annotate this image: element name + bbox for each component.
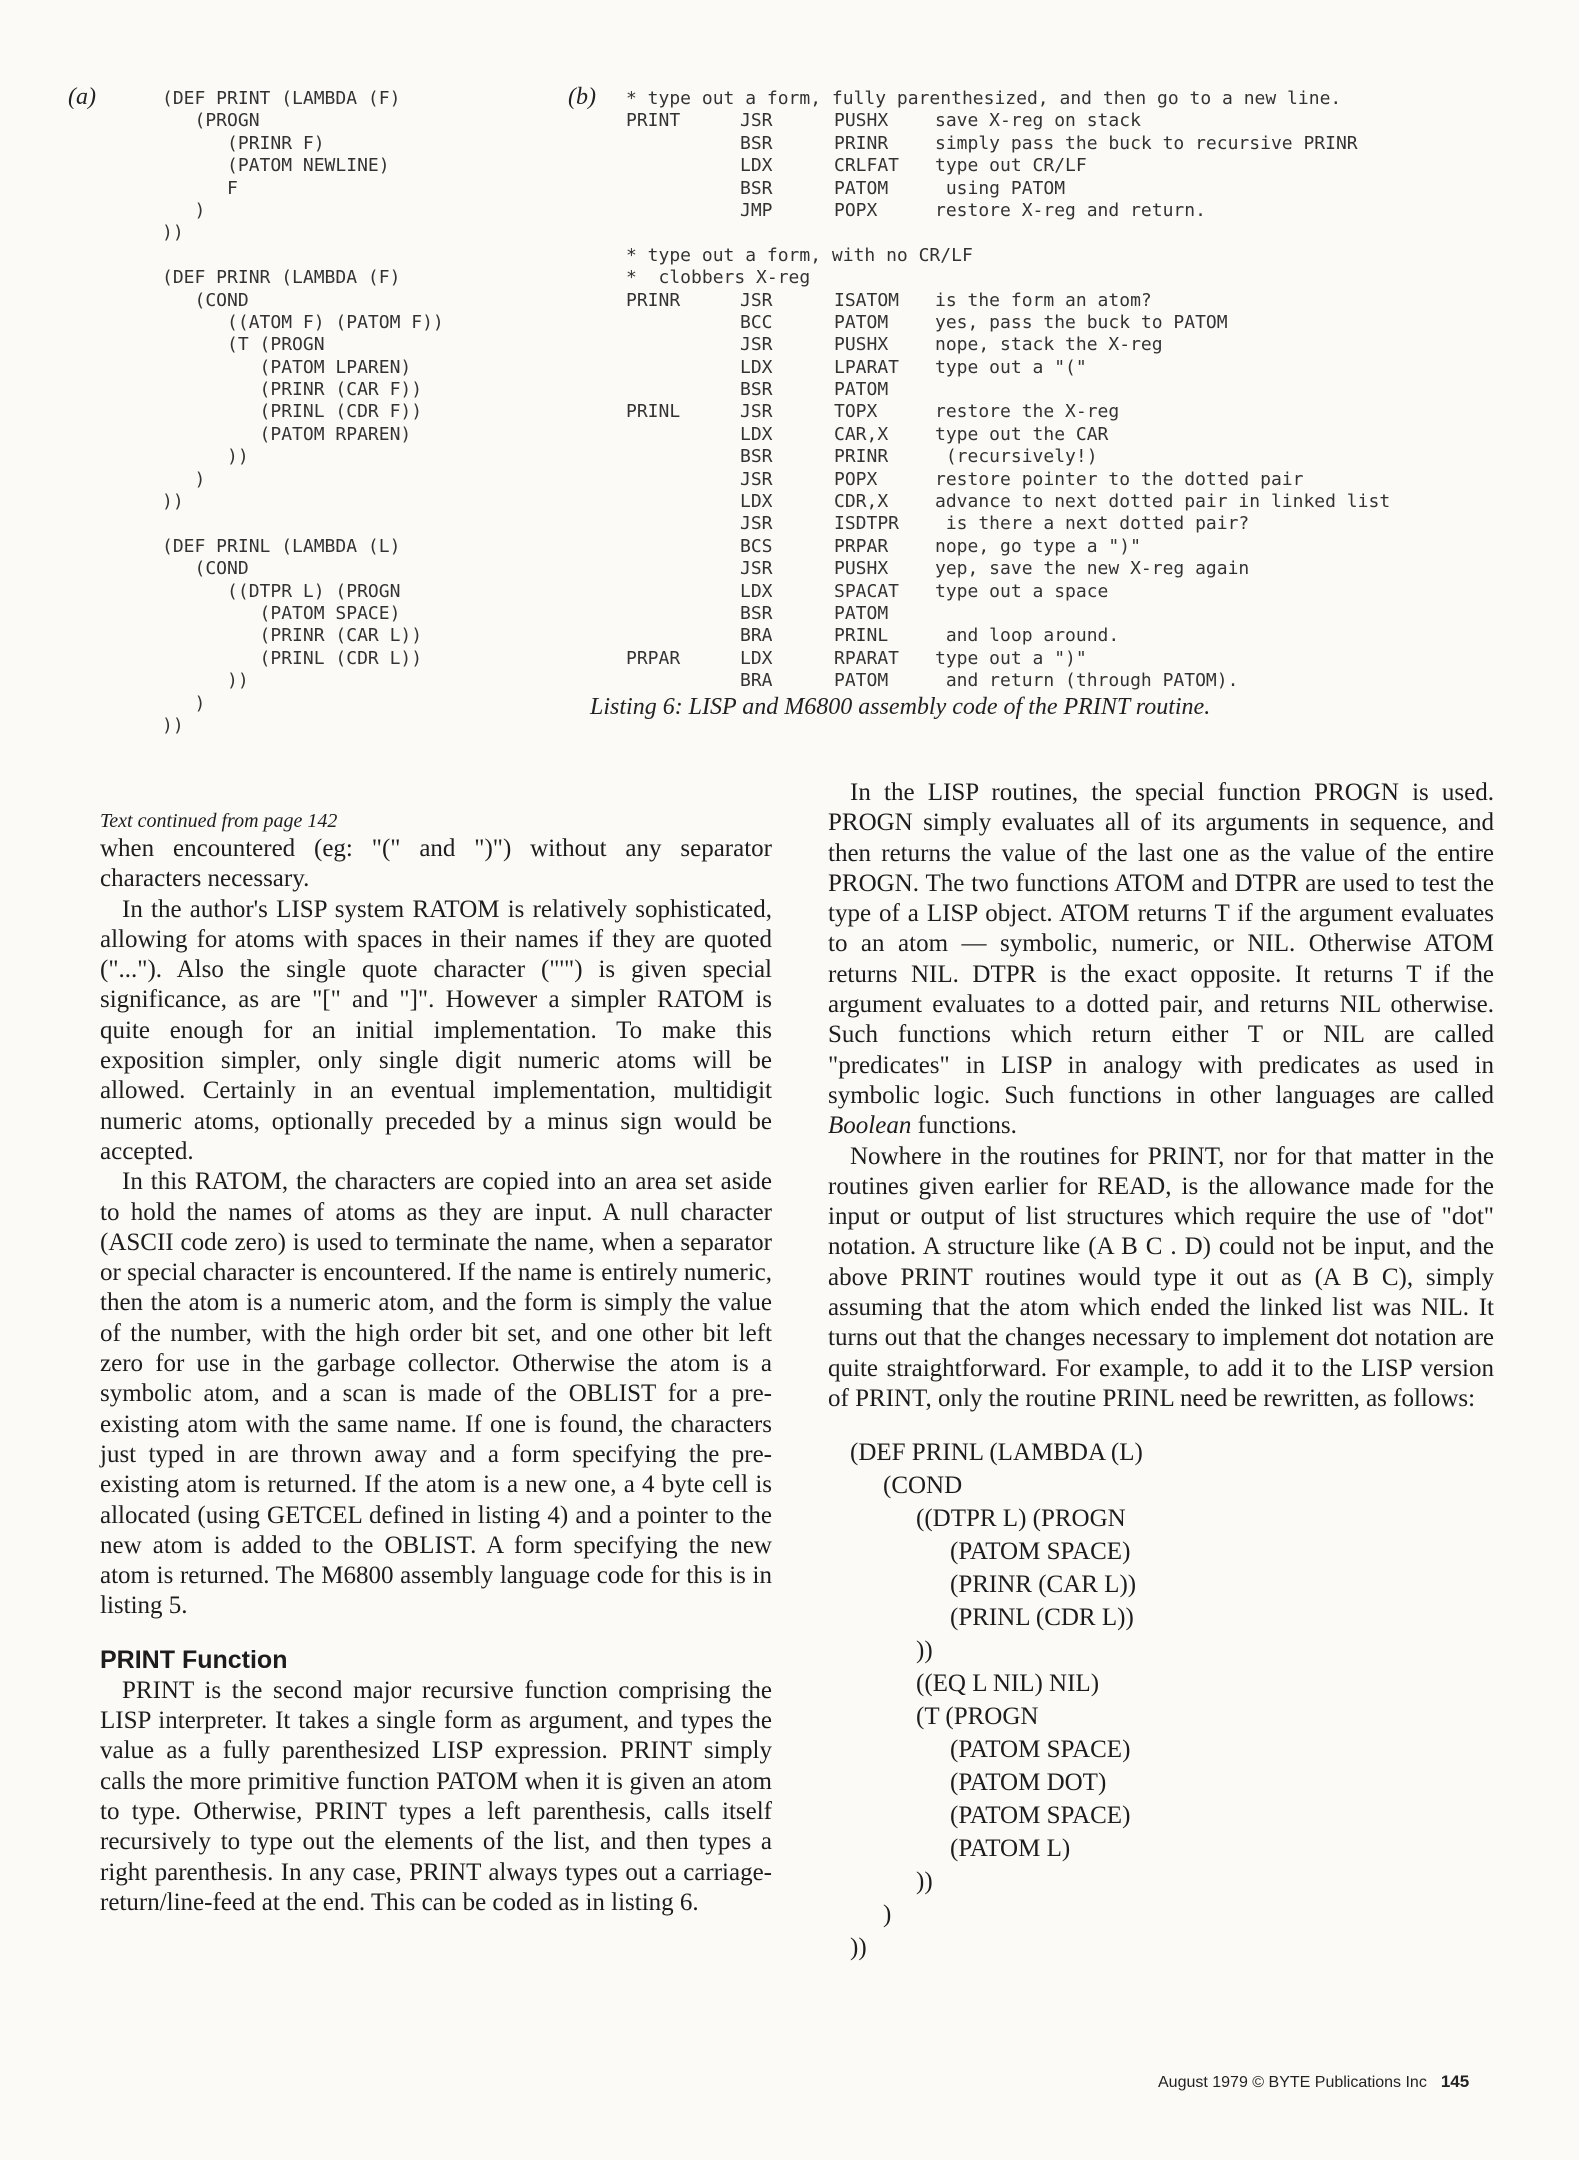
left-text-column <box>100 808 772 1918</box>
prinl-code-block <box>850 1436 1494 1964</box>
asm-opcode: BRA <box>740 670 773 692</box>
asm-operand: RPARAT <box>834 647 900 669</box>
lisp-listing <box>162 88 444 737</box>
asm-operand: ISDTPR <box>834 513 900 535</box>
code-line: )) <box>916 1637 933 1665</box>
asm-opcode: JSR <box>740 558 773 580</box>
paragraph-text: In the LISP routines, the special function PROGN is used. PROGN simply evaluates all of its arguments in sequence, and then returns the value of the last one as the value of the entire PROGN. The two functions ATOM and DTPR are used to test the type of a LISP object. ATOM returns T if the argument evaluates to an atom — symbolic, numeric, or NIL. Otherwise ATOM returns NIL. DTPR is the exact opposite. It returns T if the argument evaluates to a dotted pair, and returns NIL otherwise. Such functions which return either T or NIL are called "predicates" in LISP in analogy with predicates as used in symbolic logic. Such functions in other languages are called <box>828 779 1494 1109</box>
code-line: )) <box>850 1934 867 1962</box>
code-line: (PATOM DOT) <box>950 1769 1107 1797</box>
asm-comment: type out a "(" <box>935 356 1087 378</box>
code-line: (PATOM L) <box>950 1835 1071 1863</box>
code-line <box>162 245 444 267</box>
asm-operand: PRINL <box>834 625 889 647</box>
asm-operand: PATOM <box>834 602 889 624</box>
asm-comment: yes, pass the buck to PATOM <box>935 311 1228 333</box>
code-line: (DEF PRINL (LAMBDA (L) <box>850 1439 1143 1467</box>
asm-operand: PRINR <box>834 446 889 468</box>
asm-operand: POPX <box>834 468 878 490</box>
code-line: ) <box>162 199 206 221</box>
asm-comment: restore pointer to the dotted pair <box>935 468 1304 490</box>
asm-operand: PRINR <box>834 132 889 154</box>
code-line: (PRINR (CAR F)) <box>162 379 423 401</box>
asm-operand: TOPX <box>834 401 878 423</box>
code-line: (COND <box>883 1472 963 1500</box>
listing-label-a: (a) <box>68 84 96 110</box>
asm-opcode: JSR <box>740 468 773 490</box>
asm-comment: type out a space <box>935 580 1109 602</box>
code-line: (PRINR (CAR L)) <box>162 625 423 647</box>
asm-opcode: JMP <box>740 199 773 221</box>
asm-operand: PATOM <box>834 379 889 401</box>
code-line: (PATOM SPACE) <box>950 1538 1131 1566</box>
code-line: (COND <box>162 289 249 311</box>
footer-text: August 1979 © BYTE Publications Inc <box>1158 2074 1427 2091</box>
section-heading: PRINT Function <box>100 1645 288 1674</box>
code-line: (PATOM LPAREN) <box>162 356 412 378</box>
asm-opcode: JSR <box>740 334 773 356</box>
asm-operand: PRPAR <box>834 535 889 557</box>
asm-comment: advance to next dotted pair in linked list <box>935 491 1391 513</box>
page-footer <box>1158 2072 1469 2092</box>
asm-opcode: JSR <box>740 289 773 311</box>
paragraph: Nowhere in the routines for PRINT, nor for that matter in the routines given earlier for READ, is the allowance made for the input or output of list structures which require the use of "dot" notation. A structure like (A B C . D) could not be input, and the above PRINT routines would type it out as (A B C), simply assuming that the atom which ended the linked list was NIL. It turns out that the changes necessary to implement dot notation are quite straightforward. For example, to add it to the LISP version of PRINT, only the routine PRINL need be rewritten, as follows: <box>828 1142 1494 1412</box>
asm-operand: CRLFAT <box>834 155 900 177</box>
asm-operand: LPARAT <box>834 356 900 378</box>
code-line: (PATOM SPACE) <box>950 1736 1131 1764</box>
asm-opcode: LDX <box>740 647 773 669</box>
code-line: )) <box>916 1868 933 1896</box>
asm-operand: POPX <box>834 199 878 221</box>
asm-opcode: LDX <box>740 580 773 602</box>
asm-comment: type out CR/LF <box>935 155 1087 177</box>
asm-operand: PUSHX <box>834 334 889 356</box>
code-line: ((EQ L NIL) NIL) <box>916 1670 1100 1698</box>
asm-comment-line: * type out a form, with no CR/LF <box>626 244 973 266</box>
code-line: (PRINR (CAR L)) <box>950 1571 1137 1599</box>
asm-comment: is the form an atom? <box>935 289 1152 311</box>
paragraph <box>828 778 1494 1142</box>
asm-operand: PATOM <box>834 177 889 199</box>
code-line: ) <box>162 692 206 714</box>
listing-label-b: (b) <box>568 84 596 110</box>
asm-label: PRPAR <box>626 647 681 669</box>
code-line: (PATOM SPACE) <box>162 602 401 624</box>
page-number: 145 <box>1440 2072 1470 2091</box>
asm-operand: PUSHX <box>834 558 889 580</box>
asm-comment-line: * type out a form, fully parenthesized, and then go to a new line. <box>626 88 1342 109</box>
code-line: )) <box>162 714 184 736</box>
code-line: ((DTPR L) (PROGN <box>162 580 401 602</box>
code-line: ((ATOM F) (PATOM F)) <box>162 311 444 333</box>
paragraph: In this RATOM, the characters are copied into an area set aside to hold the names of atoms as they are input. A null character (ASCII code zero) is used to terminate the name, when a separator or special character is encountered. If the name is entirely numeric, then the atom is a numeric atom, and the form is simply the value of the number, with the high order bit set, and one other bit left zero for use in the garbage collector. Otherwise the atom is a symbolic atom, and a scan is made of the OBLIST for a pre-existing atom with the same name. If one is found, the characters just typed in are thrown away and a form specifying the pre-existing atom is returned. If the atom is a new one, a 4 byte cell is allocated (using GETCEL defined in listing 4) and a pointer to the new atom is added to the OBLIST. A form specifying the new atom is returned. The M6800 assembly language code for this is in listing 5. <box>100 1168 772 1620</box>
right-text-column <box>828 778 1494 1964</box>
asm-opcode: JSR <box>740 513 773 535</box>
code-line: (DEF PRINT (LAMBDA (F) <box>162 88 401 109</box>
asm-label: PRINT <box>626 110 681 132</box>
asm-opcode: BCS <box>740 535 773 557</box>
paragraph: PRINT is the second major recursive function comprising the LISP interpreter. It takes a single form as argument, and types the value as a fully parenthesized LISP expression. PRINT simply calls the more primitive function PATOM when it is given an atom to type. Otherwise, PRINT types a left parenthesis, calls itself recursively to type out the elements of the list, and then types a right parenthesis. In any case, PRINT always types out a carriage-return/line-feed at the end. This can be coded as in listing 6. <box>100 1676 772 1916</box>
code-line: (PRINL (CDR F)) <box>162 401 423 423</box>
asm-opcode: BCC <box>740 311 773 333</box>
code-line: (PATOM RPAREN) <box>162 423 412 445</box>
asm-operand: SPACAT <box>834 580 900 602</box>
asm-comment: nope, stack the X-reg <box>935 334 1163 356</box>
asm-label: PRINL <box>626 401 681 423</box>
asm-opcode: BSR <box>740 379 773 401</box>
code-line: (DEF PRINL (LAMBDA (L) <box>162 535 401 557</box>
code-line: (PRINL (CDR L)) <box>162 647 423 669</box>
code-line: (PRINL (CDR L)) <box>950 1604 1134 1632</box>
paragraph: In the author's LISP system RATOM is relatively sophisticated, allowing for atoms with spaces in their names if they are quoted ("..."). Also the single quote character ("'") is given special significance, as are "[" and "]". However a simpler RATOM is quite enough for an initial implementation. To make this exposition simpler, only single digit numeric atoms will be allowed. Certainly in an eventual implementation, multidigit numeric atoms, optionally preceded by a minus sign would be accepted. <box>100 895 772 1165</box>
asm-comment: restore X-reg and return. <box>935 199 1206 221</box>
continued-note: Text continued from page 142 <box>100 810 338 832</box>
asm-comment: using PATOM <box>935 177 1066 199</box>
code-line: (PROGN <box>162 110 260 132</box>
asm-comment: restore the X-reg <box>935 401 1120 423</box>
asm-opcode: LDX <box>740 423 773 445</box>
asm-opcode: BRA <box>740 625 773 647</box>
code-line: )) <box>162 222 184 244</box>
asm-opcode: JSR <box>740 110 773 132</box>
paragraph: when encountered (eg: "(" and ")") without any separator characters necessary. <box>100 835 772 893</box>
code-line: ) <box>883 1901 892 1929</box>
asm-opcode: LDX <box>740 356 773 378</box>
code-line: ) <box>162 468 206 490</box>
asm-operand: CAR,X <box>834 423 889 445</box>
emphasis: Boolean <box>828 1112 912 1140</box>
asm-comment: and return (through PATOM). <box>935 670 1239 692</box>
asm-comment: type out a ")" <box>935 647 1087 669</box>
code-line <box>162 513 444 535</box>
code-line: )) <box>162 446 249 468</box>
code-line: (PATOM SPACE) <box>950 1802 1131 1830</box>
code-line: (PRINR F) <box>162 132 325 154</box>
asm-comment: nope, go type a ")" <box>935 535 1141 557</box>
asm-comment-line: * clobbers X-reg <box>626 267 811 289</box>
asm-opcode: BSR <box>740 132 773 154</box>
asm-opcode: BSR <box>740 602 773 624</box>
code-line: (DEF PRINR (LAMBDA (F) <box>162 267 401 289</box>
asm-comment: yep, save the new X-reg again <box>935 558 1250 580</box>
asm-opcode: JSR <box>740 401 773 423</box>
asm-comment: simply pass the buck to recursive PRINR <box>935 132 1358 154</box>
asm-operand: ISATOM <box>834 289 900 311</box>
asm-operand: CDR,X <box>834 491 889 513</box>
code-line: F <box>162 177 238 199</box>
asm-comment: (recursively!) <box>935 446 1098 468</box>
code-line: )) <box>162 491 184 513</box>
asm-label: PRINR <box>626 289 681 311</box>
code-line: (COND <box>162 558 249 580</box>
asm-opcode: LDX <box>740 155 773 177</box>
code-line: (T (PROGN <box>162 334 325 356</box>
asm-opcode: BSR <box>740 177 773 199</box>
asm-comment: is there a next dotted pair? <box>935 513 1250 535</box>
code-line: )) <box>162 670 249 692</box>
asm-comment: and loop around. <box>935 625 1120 647</box>
asm-opcode: BSR <box>740 446 773 468</box>
listing-caption: Listing 6: LISP and M6800 assembly code of the PRINT routine. <box>590 694 1211 720</box>
asm-comment: save X-reg on stack <box>935 110 1141 132</box>
code-line: ((DTPR L) (PROGN <box>916 1505 1126 1533</box>
code-line: (T (PROGN <box>916 1703 1039 1731</box>
asm-operand: PUSHX <box>834 110 889 132</box>
asm-operand: PATOM <box>834 311 889 333</box>
code-line: (PATOM NEWLINE) <box>162 155 390 177</box>
paragraph-text: functions. <box>911 1112 1017 1140</box>
asm-opcode: LDX <box>740 491 773 513</box>
asm-operand: PATOM <box>834 670 889 692</box>
asm-comment: type out the CAR <box>935 423 1109 445</box>
